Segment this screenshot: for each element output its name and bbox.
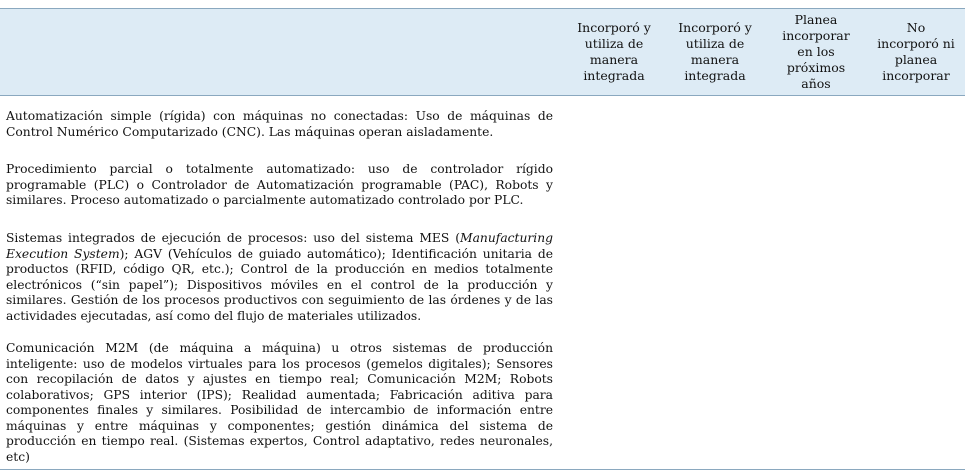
table-row bbox=[6, 109, 553, 140]
row-description-part: ); AGV (Vehículos de guiado automático); Identificación unitaria de productos (RFID, código QR, etc.); Control de la producción en medios totalmente electrónicos (“sin papel”); Dispositivos móviles en el control de la producción y similares. Gestión de los procesos productivos con seguimiento de las órdenes y de las actividades ejecutadas, así como del flujo de materiales utilizados. bbox=[6, 246, 553, 323]
table-row bbox=[6, 162, 553, 209]
column-header-label: No incorporó ni planea incorporar bbox=[877, 20, 955, 83]
column-header-label: Planea incorporar en los próximos años bbox=[782, 12, 850, 91]
row-description: Automatización simple (rígida) con máquinas no conectadas: Uso de máquinas de Control Numérico Computarizado (CNC). Las máquinas operan aisladamente. bbox=[6, 109, 553, 139]
row-description: Procedimiento parcial o totalmente automatizado: uso de controlador rígido programable (PLC) o Controlador de Automatización programable (PAC), Robots y similares. Proceso automatizado o parcialmente automatizado controlado por PLC. bbox=[6, 162, 553, 207]
column-header-label: Incorporó y utiliza de manera integrada bbox=[678, 20, 752, 83]
column-header bbox=[563, 9, 665, 95]
column-header bbox=[765, 9, 867, 95]
row-description-italic: Manufacturing Execution System bbox=[6, 231, 553, 261]
column-header bbox=[665, 9, 765, 95]
table-header bbox=[0, 8, 965, 96]
table-row bbox=[6, 231, 553, 324]
row-description-part: Sistemas integrados de ejecución de procesos: uso del sistema MES ( bbox=[6, 231, 460, 245]
row-description: Comunicación M2M (de máquina a máquina) u otros sistemas de producción inteligente: uso de modelos virtuales para los procesos (gemelos digitales); Sensores con recopilación de datos y ajustes en tiempo real; Comunicación M2M; Robots colaborativos; GPS interior (IPS); Realidad aumentada; Fabricación aditiva para componentes finales y similares. Posibilidad de intercambio de información entre máquinas y entre máquinas y componentes; gestión dinámica del sistema de producción en tiempo real. (Sistemas expertos, Control adaptativo, redes neuronales, etc) bbox=[6, 341, 553, 464]
column-header-label: Incorporó y utiliza de manera integrada bbox=[577, 20, 651, 83]
column-header bbox=[867, 9, 965, 95]
table-bottom-border bbox=[0, 469, 965, 470]
table-row bbox=[6, 341, 553, 465]
